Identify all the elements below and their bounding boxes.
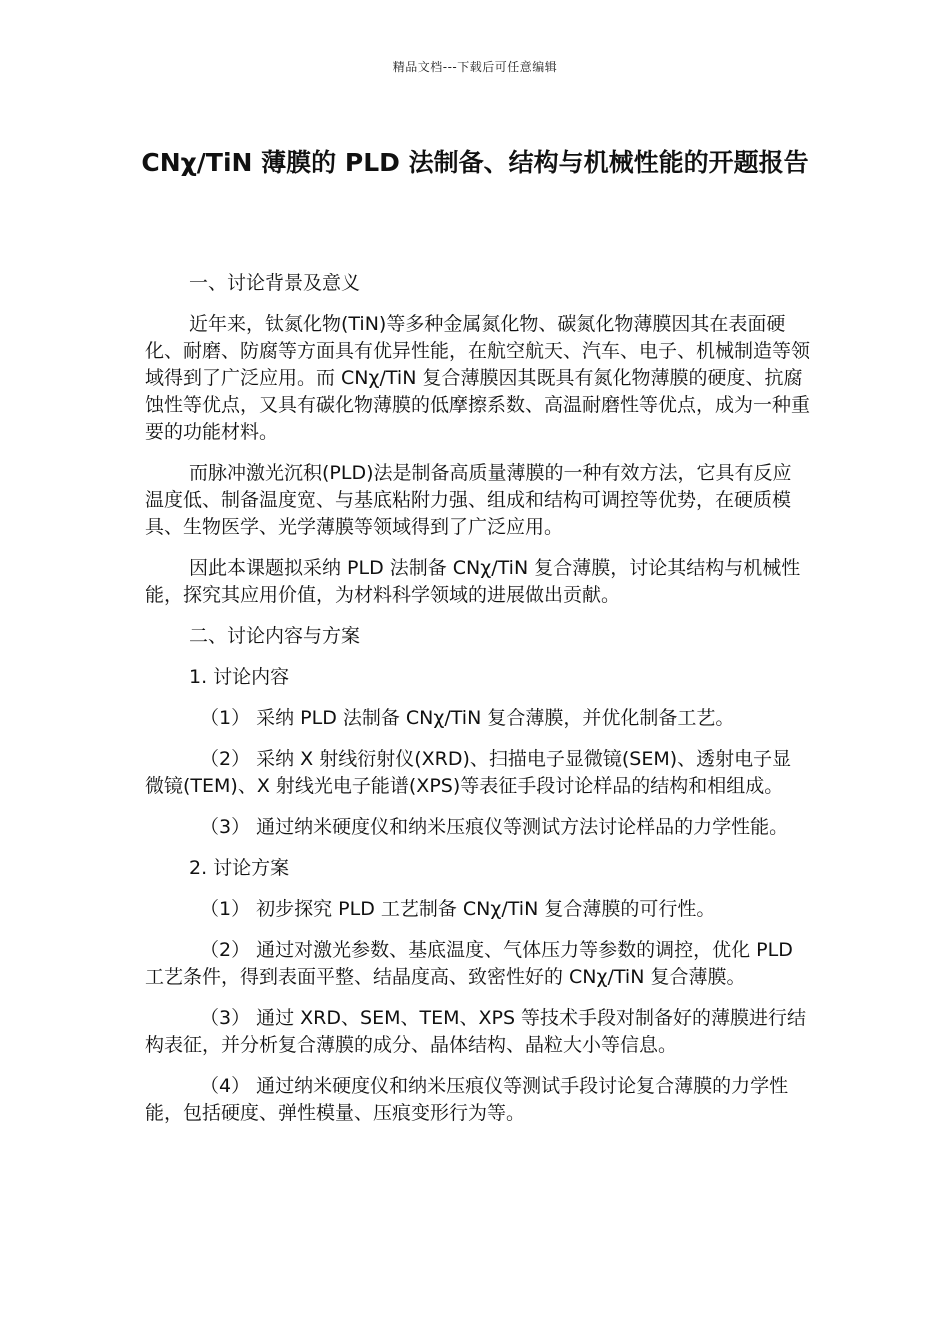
plan-item-2: （2） 通过对激光参数、基底温度、气体压力等参数的调控，优化 PLD 工艺条件，得到表面平整、结晶度高、致密性好的 CNχ/TiN 复合薄膜。	[145, 939, 793, 988]
section-1-heading: 一、讨论背景及意义	[189, 272, 361, 294]
subsection-research-content: 1. 讨论内容	[189, 666, 290, 688]
document-body	[145, 270, 810, 1141]
document-title: CNχ/TiN 薄膜的 PLD 法制备、结构与机械性能的开题报告	[141, 148, 809, 177]
subsection-research-plan: 2. 讨论方案	[189, 857, 290, 879]
plan-item-4: （4） 通过纳米硬度仪和纳米压痕仪等测试手段讨论复合薄膜的力学性能，包括硬度、弹性模量、压痕变形行为等。	[145, 1075, 789, 1124]
plan-item-3: （3） 通过 XRD、SEM、TEM、XPS 等技术手段对制备好的薄膜进行结构表征，并分析复合薄膜的成分、晶体结构、晶粒大小等信息。	[145, 1007, 807, 1056]
content-item-2: （2） 采纳 X 射线衍射仪(XRD)、扫描电子显微镜(SEM)、透射电子显微镜(TEM)、X 射线光电子能谱(XPS)等表征手段讨论样品的结构和相组成。	[145, 748, 792, 797]
content-item-1: （1） 采纳 PLD 法制备 CNχ/TiN 复合薄膜，并优化制备工艺。	[200, 707, 735, 729]
section-1-paragraph-1: 近年来，钛氮化物(TiN)等多种金属氮化物、碳氮化物薄膜因其在表面硬化、耐磨、防腐等方面具有优异性能，在航空航天、汽车、电子、机械制造等领域得到了广泛应用。而 CNχ/TiN 复合薄膜因其既具有氮化物薄膜的硬度、抗腐蚀性等优点，又具有碳化物薄膜的低摩擦系数、高温耐磨性等优点，成为一种重要的功能材料。	[145, 313, 811, 443]
header-note: 精品文档---下载后可任意编辑	[392, 60, 558, 74]
content-item-3: （3） 通过纳米硬度仪和纳米压痕仪等测试方法讨论样品的力学性能。	[200, 816, 789, 838]
section-2-heading: 二、讨论内容与方案	[189, 625, 361, 647]
section-1-paragraph-3: 因此本课题拟采纳 PLD 法制备 CNχ/TiN 复合薄膜，讨论其结构与机械性能，探究其应用价值，为材料科学领域的进展做出贡献。	[145, 557, 801, 606]
plan-item-1: （1） 初步探究 PLD 工艺制备 CNχ/TiN 复合薄膜的可行性。	[200, 898, 716, 920]
section-1-paragraph-2: 而脉冲激光沉积(PLD)法是制备高质量薄膜的一种有效方法，它具有反应温度低、制备温度宽、与基底粘附力强、组成和结构可调控等优势，在硬质模具、生物医学、光学薄膜等领域得到了广泛应用。	[145, 462, 792, 538]
